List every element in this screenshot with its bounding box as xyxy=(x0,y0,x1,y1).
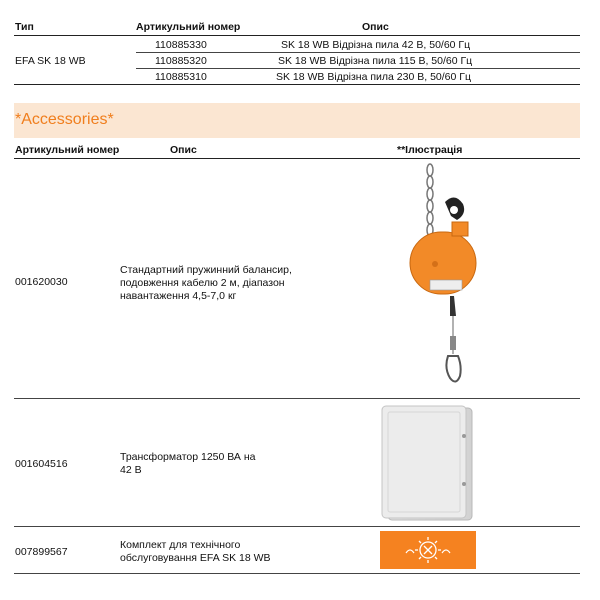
item-article: 007899567 xyxy=(15,546,68,558)
acc-header-description: Опис xyxy=(170,144,197,156)
item-description: Комплект для технічного обслуговування EFA SK 18 WB xyxy=(120,539,271,564)
divider xyxy=(14,398,580,399)
header-description: Опис xyxy=(362,21,389,33)
spring-balancer-image xyxy=(390,162,500,394)
row-description: SK 18 WB Відрізна пила 230 В, 50/60 Гц xyxy=(276,71,471,83)
divider xyxy=(14,35,580,36)
acc-header-illustration: **Ілюстрація xyxy=(397,144,463,156)
accessories-title: *Accessories* xyxy=(15,111,114,128)
row-article: 110885320 xyxy=(155,55,207,67)
divider xyxy=(136,68,580,69)
item-description: Стандартний пружинний балансир, подовження кабелю 2 м, діапазон навантаження 4,5-7,0 кг xyxy=(120,264,292,302)
acc-header-article: Артикульний номер xyxy=(15,144,120,156)
service-kit-icon xyxy=(380,531,476,569)
header-article: Артикульний номер xyxy=(136,21,241,33)
row-description: SK 18 WB Відрізна пила 115 В, 50/60 Гц xyxy=(278,55,473,67)
row-description: SK 18 WB Відрізна пила 42 В, 50/60 Гц xyxy=(281,39,471,51)
item-article: 001604516 xyxy=(15,458,68,470)
divider xyxy=(14,84,580,85)
divider xyxy=(14,526,580,527)
row-article: 110885330 xyxy=(155,39,207,51)
transformer-cabinet-image xyxy=(380,402,480,524)
divider xyxy=(136,52,580,53)
header-type: Тип xyxy=(15,21,34,33)
divider xyxy=(14,573,580,574)
item-description: Трансформатор 1250 ВА на 42 В xyxy=(120,451,256,476)
row-article: 110885310 xyxy=(155,71,207,83)
divider xyxy=(14,158,580,159)
type-value: EFA SK 18 WB xyxy=(15,55,86,67)
item-article: 001620030 xyxy=(15,276,68,288)
